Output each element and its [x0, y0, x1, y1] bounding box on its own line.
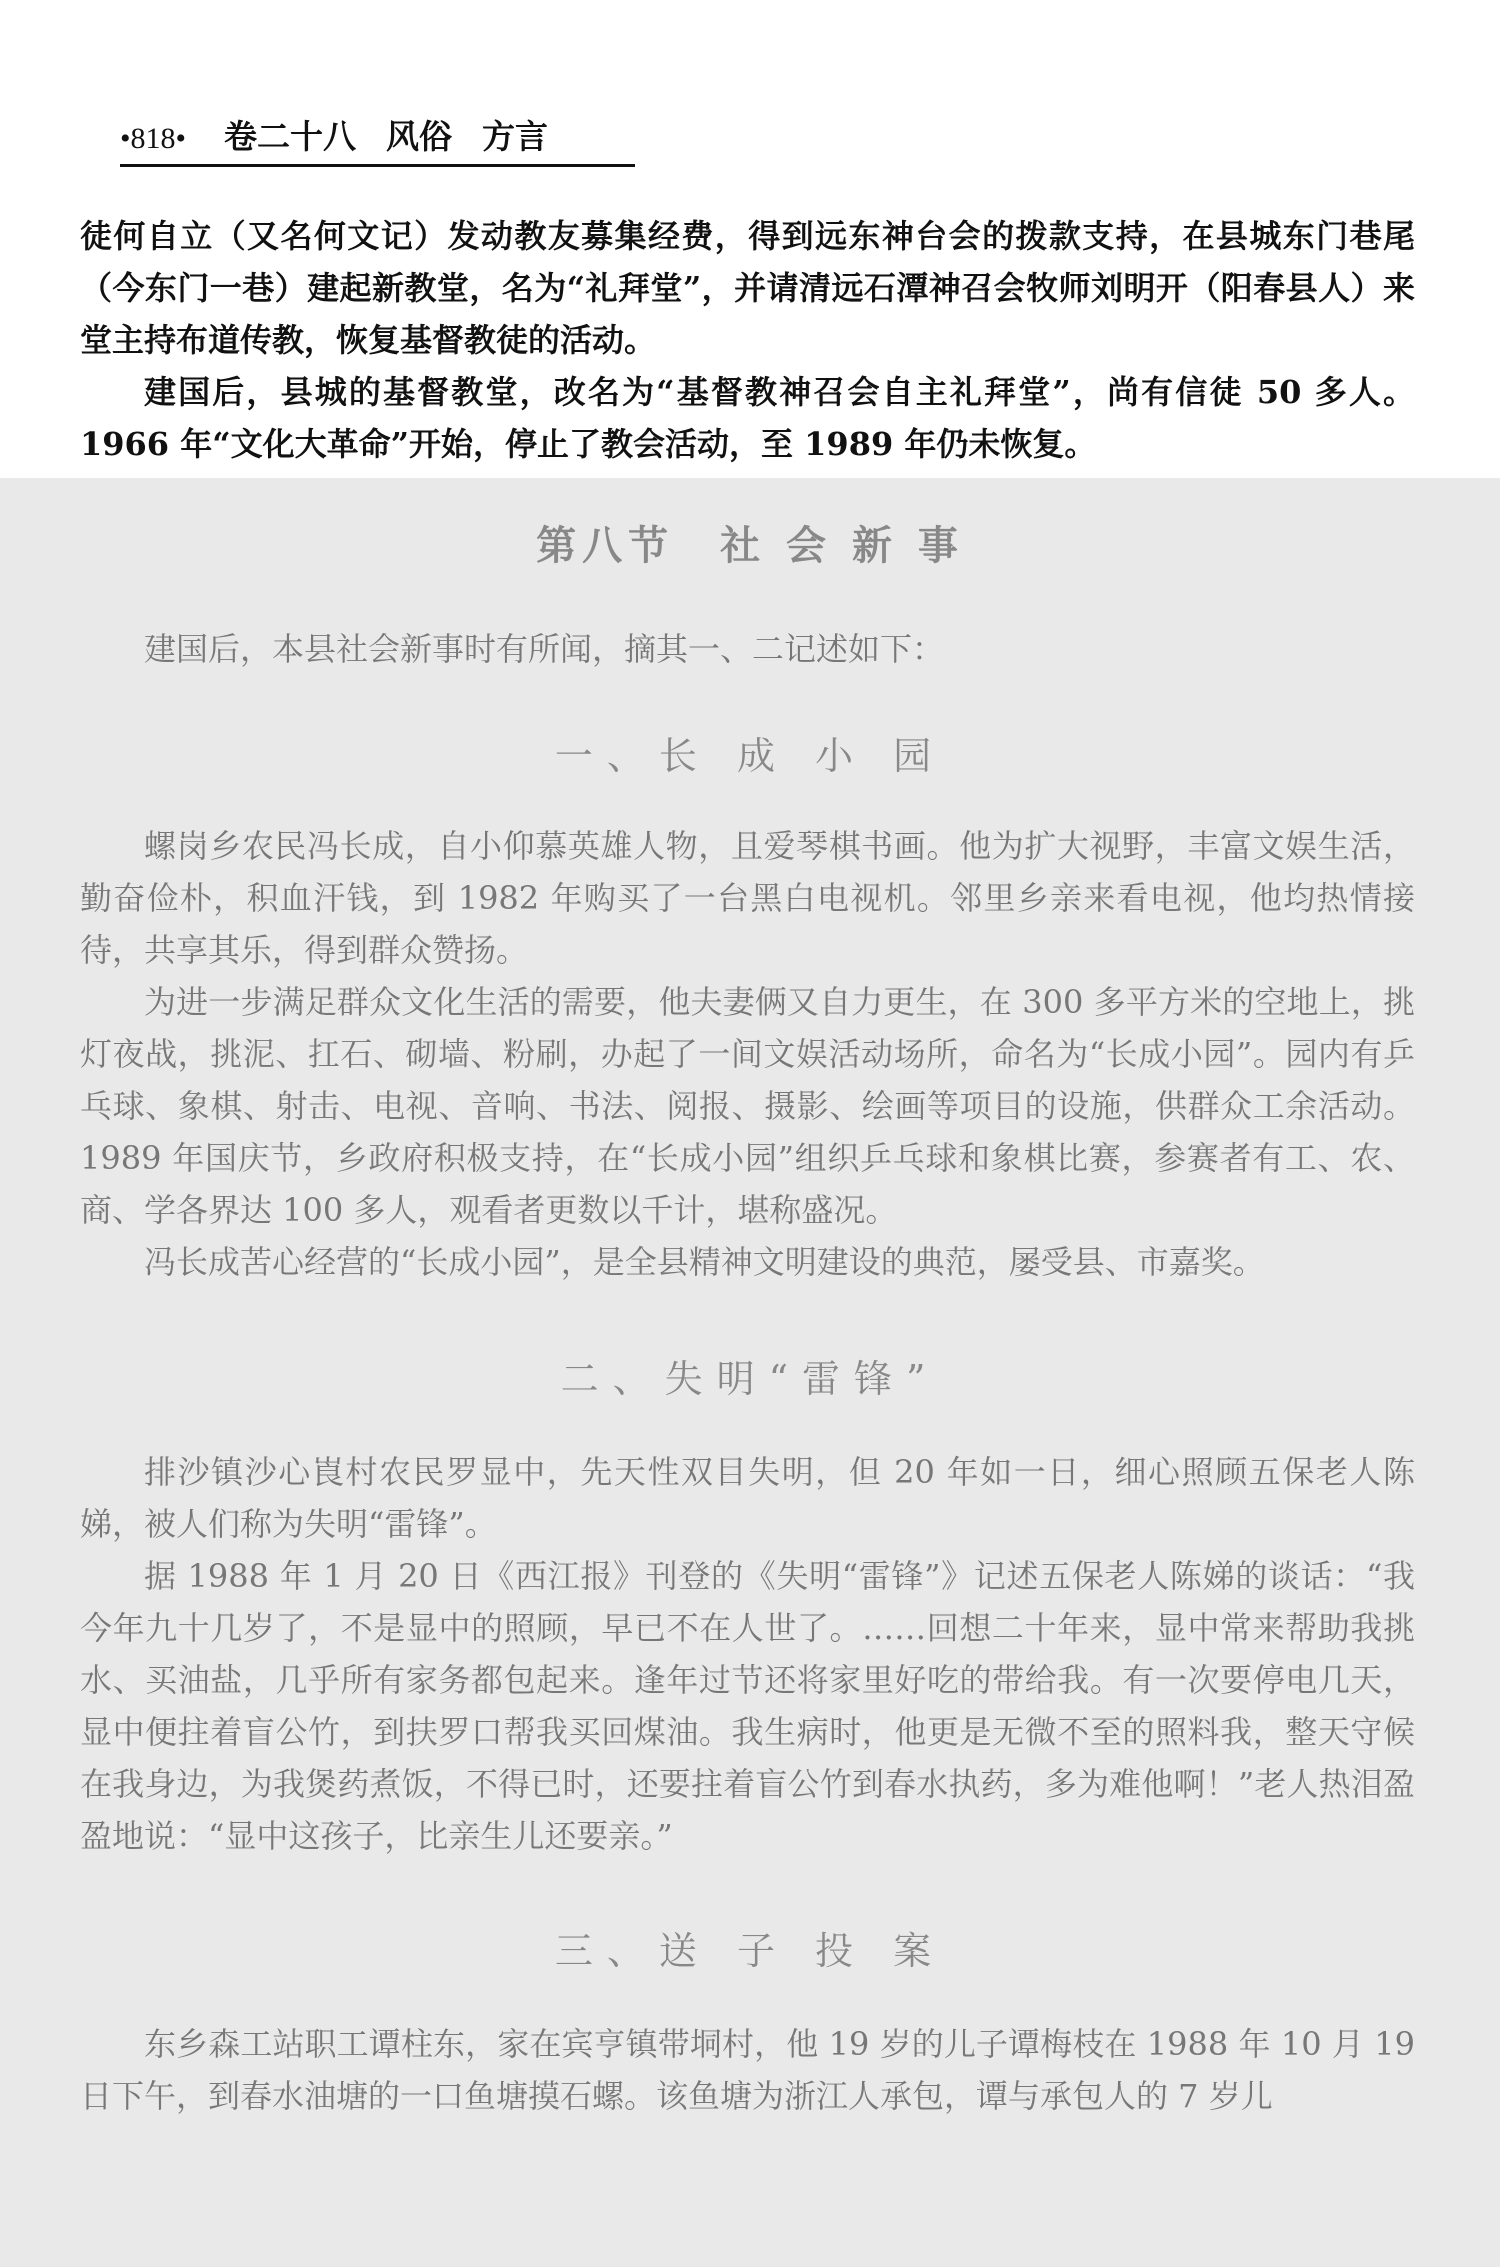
section-title: 第八节 社 会 新 事 [536, 523, 964, 569]
subsection-title: 一、长 成 小 园 [554, 734, 946, 778]
section-intro [80, 623, 1415, 675]
section-social-news [0, 478, 1500, 2267]
page-number: •818• [120, 122, 187, 155]
volume-label: 卷二十八 [224, 117, 357, 156]
subsection-body [80, 1446, 1415, 1862]
page-header [120, 112, 635, 167]
paragraph: 螺岗乡农民冯长成，自小仰慕英雄人物，且爱琴棋书画。他为扩大视野，丰富文娱生活，勤奋俭朴，积血汗钱，到 1982 年购买了一台黑白电视机。邻里乡亲来看电视，他均热情接待，共享其乐，得到群众赞扬。 [80, 827, 1415, 969]
paragraph: 建国后，本县社会新事时有所闻，摘其一、二记述如下： [144, 630, 945, 668]
continued-text [80, 210, 1415, 470]
paragraph: 为进一步满足群众文化生活的需要，他夫妻俩又自力更生，在 300 多平方米的空地上，挑灯夜战，挑泥、扛石、砌墙、粉刷，办起了一间文娱活动场所，命名为“长成小园”。园内有乒乓球、象棋、射击、电视、音响、书法、阅报、摄影、绘画等项目的设施，供群众工余活动。1989 年国庆节，乡政府积极支持，在“长成小园”组织乒乓球和象棋比赛，参赛者有工、农、商、学各界达 100 多人，观看者更数以千计，堪称盛况。 [80, 983, 1415, 1229]
subsection-title: 二、失明“雷锋” [560, 1357, 940, 1401]
subsection-body [80, 820, 1415, 1288]
subsection-title: 三、送 子 投 案 [554, 1929, 946, 1973]
paragraph: 冯长成苦心经营的“长成小园”，是全县精神文明建设的典范，屡受县、市嘉奖。 [144, 1243, 1265, 1281]
paragraph: 建国后，县城的基督教堂，改名为“基督教神召会自主礼拜堂”，尚有信徒 50 多人。1966 年“文化大革命”开始，停止了教会活动，至 1989 年仍未恢复。 [80, 373, 1415, 463]
paragraph: 徒何自立（又名何文记）发动教友募集经费，得到远东神台会的拨款支持，在县城东门巷尾（今东门一巷）建起新教堂，名为“礼拜堂”，并请清远石潭神召会牧师刘明开（阳春县人）来堂主持布道传教，恢复基督教徒的活动。 [80, 217, 1415, 359]
paragraph: 据 1988 年 1 月 20 日《西江报》刊登的《失明“雷锋”》记述五保老人陈娣的谈话：“我今年九十几岁了，不是显中的照顾，早已不在人世了。……回想二十年来，显中常来帮助我挑水、买油盐，几乎所有家务都包起来。逢年过节还将家里好吃的带给我。有一次要停电几天，显中便拄着盲公竹，到扶罗口帮我买回煤油。我生病时，他更是无微不至的照料我，整天守候在我身边，为我煲药煮饭，不得已时，还要拄着盲公竹到春水执药，多为难他啊！”老人热泪盈盈地说：“显中这孩子，比亲生儿还要亲。” [80, 1557, 1415, 1855]
header-section-a: 风俗 [386, 117, 453, 156]
subsection-body [80, 2018, 1415, 2122]
paragraph: 东乡森工站职工谭柱东，家在宾亨镇带垌村，他 19 岁的儿子谭梅枝在 1988 年 10 月 19 日下午，到春水油塘的一口鱼塘摸石螺。该鱼塘为浙江人承包，谭与承包人的 7 岁儿 [80, 2025, 1415, 2115]
paragraph: 排沙镇沙心崀村农民罗显中，先天性双目失明，但 20 年如一日，细心照顾五保老人陈娣，被人们称为失明“雷锋”。 [80, 1453, 1415, 1543]
header-section-b: 方言 [482, 117, 549, 156]
